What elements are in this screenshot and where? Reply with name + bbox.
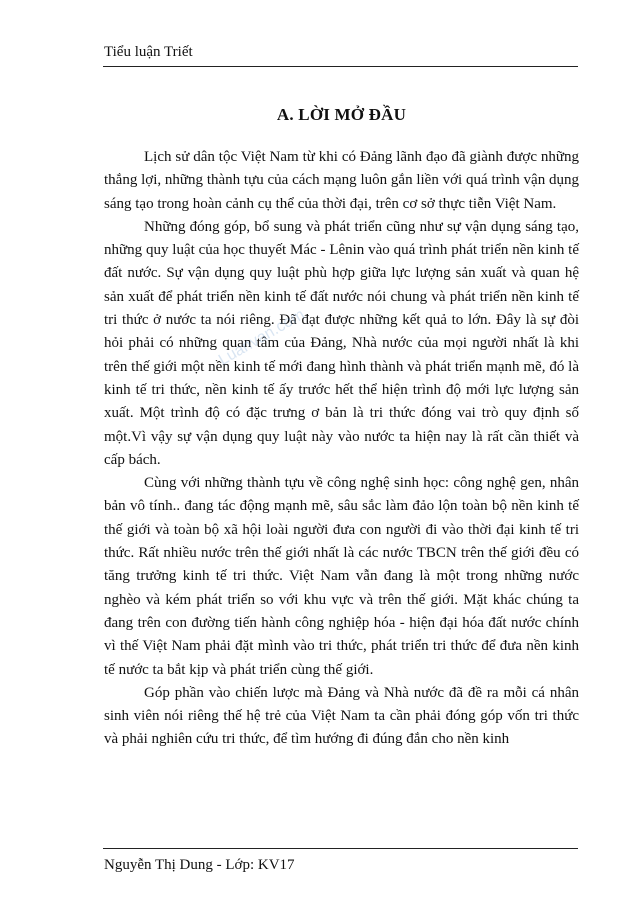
paragraph: Lịch sử dân tộc Việt Nam từ khi có Đảng lãnh đạo đã giành được những thắng lợi, những thành tựu của cách mạng luôn gắn liền với quá trình vận dụng sáng tạo trong hoàn cảnh cụ thể của thời đại, trên cơ sở thực tiễn Việt Nam. bbox=[104, 149, 579, 212]
section-title: A. LỜI MỞ ĐẦU bbox=[276, 105, 407, 124]
paragraph: Góp phần vào chiến lược mà Đảng và Nhà nước đã đề ra mỗi cá nhân sinh viên nói riêng thế hệ trẻ của Việt Nam ta cần phải đóng góp vốn tri thức và phải nghiên cứu tri thức, để tìm hướng đi đúng đắn cho nền kinh bbox=[104, 684, 579, 748]
footer-divider bbox=[103, 848, 578, 849]
watermark: Luanvan.com bbox=[215, 306, 308, 369]
page-footer: Nguyễn Thị Dung - Lớp: KV17 bbox=[104, 857, 295, 873]
page-header: Tiểu luận Triết bbox=[104, 44, 193, 60]
paragraph: Cùng với những thành tựu về công nghệ sinh học: công nghệ gen, nhân bản vô tính.. đang tác động mạnh mẽ, sâu sắc làm đảo lộn toàn bộ nền kinh tế thế giới và toàn bộ xã hội loài người đưa con người đi vào thời đại kinh tế tri thức. Rất nhiều nước trên thế giới nhất là các nước TBCN trên thế giới đều có tăng trưởng kinh tế tri thức. Việt Nam vẫn đang là một trong những nước nghèo và kém phát triển so với khu vực và trên thế giới. Mặt khác chúng ta đang trên con đường tiến hành công nghiệp hóa - hiện đại hóa đất nước chính vì thế Việt Nam phải đặt mình vào tri thức, phát triển tri thức để đưa nền kinh tế nước ta bắt kịp và phát triển cùng thế giới. bbox=[104, 475, 579, 678]
paragraph: Những đóng góp, bổ sung và phát triển cũng như sự vận dụng sáng tạo, những quy luật của học thuyết Mác - Lênin vào quá trình phát triển nền kinh tế đất nước. Sự vận dụng quy luật phù hợp giữa lực lượng sản xuất và quan hệ sản xuất để phát triển nền kinh tế đất nước nói chung và phát triển nền kinh tế tri thức ở nước ta nói riêng. Đã đạt được những kết quả to lớn. Đây là sự đòi hỏi phải có những quan tâm của Đảng, Nhà nước của mọi người nhất là khi trên thế giới một nền kinh tế mới đang hình thành và phát triển mạnh mẽ, đó là kinh tế tri thức, nền kinh tế ấy trước hết thể hiện trình độ mới lực lượng sản xuất. Một trình độ có đặc trưng ơ bản là tri thức đóng vai trò quy định số một.Vì vậy sự vận dụng quy luật này vào nước ta hiện nay là rất cần thiết và cấp bách. bbox=[104, 218, 579, 468]
body-text bbox=[104, 146, 579, 752]
header-divider bbox=[103, 66, 578, 67]
